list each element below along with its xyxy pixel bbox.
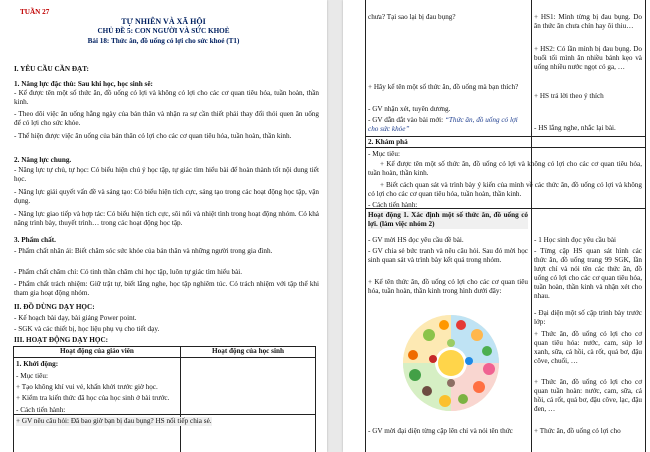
question-continued: chưa? Tại sao lại bị đau bụng?: [368, 13, 456, 21]
objective-1b: - Theo dõi việc ăn uống hằng ngày của bản thân và nhận ra sự cần thiết phải thay đổi thói quen ăn uống để có lợi cho sức khỏe.: [14, 110, 319, 127]
section-1-3-heading: 3. Phẩm chất.: [14, 236, 56, 244]
explore-method-label: - Cách tiến hành:: [368, 201, 418, 209]
section-2-heading: II. ĐỒ DÙNG DẠY HỌC:: [14, 303, 95, 311]
warmup-goal-2: + Kiểm tra kiến thức đã học của học sinh ở bài trước.: [16, 394, 170, 402]
student-answer-nervous: + Thức ăn, đồ uống có lợi cho: [534, 427, 621, 435]
teacher-step-4: - GV mời đại diện từng cặp lên chỉ và nói tên thức: [368, 427, 513, 435]
warmup-method-label: - Cách tiến hành:: [16, 406, 66, 414]
materials-a: - Kế hoạch bài dạy, bài giảng Power point.: [14, 314, 137, 322]
competence-2a: - Năng lực tự chủ, tự học: Có biểu hiện chú ý học tập, tự giác tìm hiểu bài để hoàn thành tốt nội dung tiết học.: [14, 166, 319, 183]
explore-goal-2: + Biết cách quan sát và trình bày ý kiến của mình về các thức ăn, đồ uống có lợi và không có lợi cho các cơ quan tiêu hóa, tuần hoàn, thần kinh.: [368, 181, 642, 198]
answer-hs1: + HS1: Mình từng bị đau bụng. Do ăn thức ăn chưa chín hay ôi thiu…: [534, 13, 642, 30]
lesson-intro: - GV dẫn dắt vào bài mới: “Thức ăn, đồ uống có lợi cho sức khỏe”: [368, 116, 518, 133]
week-label: TUẦN 27: [20, 8, 50, 16]
answer-hs2: + HS2: Có lần mình bị đau bụng. Do buổi tối mình ăn nhiều bánh kẹo và uống nhiều nước ngọt có ga, …: [534, 45, 642, 71]
section-3-heading: III. HOẠT ĐỘNG DẠY HỌC:: [14, 336, 109, 344]
lesson-title: Bài 18: Thức ăn, đồ uống có lợi cho sức khoẻ (T1): [87, 37, 240, 45]
student-listen: - HS lắng nghe, nhắc lại bài.: [534, 124, 616, 132]
activity-1-heading: Hoạt động 1. Xác định một số thức ăn, đồ uống có lợi. (làm việc nhóm 2): [368, 211, 528, 228]
table-header-teacher: Hoạt động của giáo viên: [60, 347, 134, 355]
teacher-step-2: - GV chia sẻ bức tranh và nêu câu hỏi. Sau đó mời học sinh quan sát và trình bày kết quả trong nhóm.: [368, 247, 528, 264]
student-step-1: - 1 Học sinh đọc yêu cầu bài: [534, 236, 617, 244]
warmup-goal-label: - Mục tiêu:: [16, 372, 48, 380]
student-step-2: - Từng cặp HS quan sát hình các thức ăn, đồ uống trang 99 SGK, lần lượt chỉ và nói tên các thức ăn, đồ uống có lợi cho các cơ quan tiêu hóa, tuần hoàn, thần kinh và nhận xét cho nhau.: [534, 247, 642, 300]
quality-3a: - Phẩm chất nhân ái: Biết chăm sóc sức khỏe của bản thân và những người trong gia đình.: [14, 247, 273, 255]
teacher-feedback: - GV nhận xét, tuyên dương.: [368, 105, 451, 113]
objective-1a: - Kể được tên một số thức ăn, đồ uống có lợi và không có lợi cho các cơ quan tiêu hóa, tuần hoàn, thần kinh.: [14, 89, 319, 106]
teacher-step-1: - GV mời HS đọc yêu cầu đề bài.: [368, 236, 464, 244]
objective-1c: - Thể hiện được việc ăn uống của bản thân có lợi cho các cơ quan tiêu hóa, tuần hoàn, thần kinh.: [14, 132, 292, 140]
section-1-1-heading: 1. Năng lực đặc thù: Sau khi học, học sinh sẽ:: [14, 80, 153, 88]
warmup-heading: 1. Khởi động:: [16, 360, 59, 368]
explore-goal-1: + Kể được tên một số thức ăn, đồ uống có lợi và không có lợi cho các cơ quan tiêu hóa, tuần hoàn, thần kinh.: [368, 160, 642, 177]
explore-heading: 2. Khám phá: [368, 138, 408, 146]
student-answer-digestive: + Thức ăn, đồ uống có lợi cho cơ quan tiêu hóa: nước, cam, súp lơ xanh, sữa, cá hồi, cà rốt, quả bơ, đậu côve, chuối, …: [534, 330, 642, 365]
explore-goal-label: - Mục tiêu:: [368, 150, 400, 158]
materials-b: - SGK và các thiết bị, học liệu phụ vụ cho tiết dạy.: [14, 325, 160, 333]
document-page-2: [343, 0, 650, 452]
competence-2b: - Năng lực giải quyết vấn đề và sáng tạo: Có biểu hiện tích cực, sáng tạo trong các hoạt động học tập, vận dụng.: [14, 188, 319, 205]
quality-3b: - Phẩm chất chăm chỉ: Có tinh thần chăm chỉ học tập, luôn tự giác tìm hiểu bài.: [14, 268, 243, 276]
competence-2c: - Năng lực giao tiếp và hợp tác: Có biểu hiện tích cực, sôi nổi và nhiệt tình trong hoạt động nhóm. Có khả năng trình bày, thuyết trình… trong các hoạt động học tập.: [14, 210, 319, 227]
favorite-food-question: + Hãy kể tên một số thức ăn, đồ uống mà bạn thích?: [368, 83, 519, 91]
table-header-student: Hoạt động của học sinh: [212, 347, 284, 355]
food-wheel-illustration: [399, 313, 503, 413]
student-answer-circulatory: + Thức ăn, đồ uống có lợi cho cơ quan tuần hoàn: nước, cam, sữa, cá hồi, cá rốt, quả bơ, đậu côve, lạc, đậu đen, …: [534, 378, 642, 413]
quality-3c: - Phẩm chất trách nhiệm: Giữ trật tự, biết lắng nghe, học tập nghiêm túc. Có trách nhiệm với tập thể khi tham gia hoạt động nhóm.: [14, 280, 319, 297]
section-1-2-heading: 2. Năng lực chung.: [14, 156, 72, 164]
teacher-step-3: + Kể tên thức ăn, đồ uống có lợi cho các cơ quan tiêu hóa, tuần hoàn, thần kinh trong hình dưới đây:: [368, 278, 528, 295]
warmup-goal-1: + Tạo không khí vui vẻ, khấn khởi trước giờ học.: [16, 383, 158, 391]
subject-title: TỰ NHIÊN VÀ XÃ HỘI: [121, 17, 206, 26]
topic-title: CHỦ ĐỀ 5: CON NGƯỜI VÀ SỨC KHOẺ: [97, 27, 230, 35]
student-step-3: - Đại diện một số cặp trình bày trước lớp:: [534, 309, 642, 326]
answer-favorite: + HS trả lời theo ý thích: [534, 92, 604, 100]
section-1-heading: I. YÊU CẦU CẦN ĐẠT:: [14, 65, 89, 73]
warmup-question: + GV nêu câu hỏi: Đã bao giờ bạn bị đau bụng? HS nối tiếp chia sẻ.: [16, 417, 212, 425]
